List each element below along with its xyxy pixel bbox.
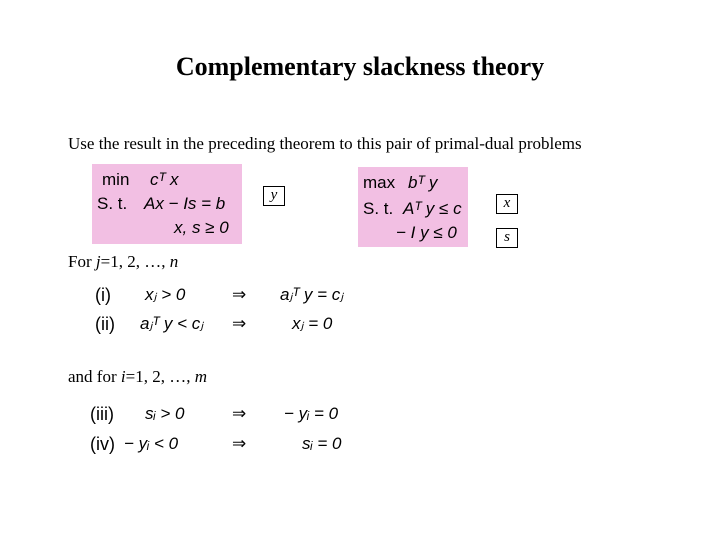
- dual-objective: bᵀ y: [408, 173, 438, 192]
- condition-iv-arrow: ⇒: [232, 434, 247, 453]
- condition-ii-right: xⱼ = 0: [292, 314, 333, 333]
- condition-i-right: aⱼᵀ y = cⱼ: [280, 285, 344, 304]
- primal-variable-s-label: s: [496, 228, 518, 248]
- condition-i-arrow: ⇒: [232, 285, 247, 304]
- for-j-text: For j=1, 2, …, n: [68, 252, 179, 271]
- dual-max: max: [363, 173, 396, 192]
- dual-st: S. t.: [363, 199, 394, 218]
- condition-iv-right: sᵢ = 0: [302, 434, 342, 453]
- primal-variable-x-label: x: [496, 194, 518, 214]
- condition-iii-label: (iii): [90, 404, 114, 424]
- condition-ii-arrow: ⇒: [232, 314, 247, 333]
- primal-objective: cᵀ x: [150, 170, 179, 189]
- condition-iii-left: sᵢ > 0: [145, 404, 185, 423]
- condition-i-left: xⱼ > 0: [145, 285, 186, 304]
- primal-min: min: [102, 170, 130, 189]
- dual-variable-y-label: y: [263, 186, 285, 206]
- condition-iv-label: (iv): [90, 434, 115, 454]
- condition-i-label: (i): [95, 285, 111, 305]
- dual-constraint2: − I y ≤ 0: [396, 223, 457, 242]
- primal-nonneg: x, s ≥ 0: [174, 218, 229, 237]
- condition-iii-arrow: ⇒: [232, 404, 247, 423]
- page-title: Complementary slackness theory: [175, 52, 545, 81]
- dual-constraint1: Aᵀ y ≤ c: [403, 199, 462, 218]
- condition-ii-label: (ii): [95, 314, 115, 334]
- primal-problem-box: [92, 164, 242, 244]
- condition-ii-left: aⱼᵀ y < cⱼ: [140, 314, 204, 333]
- condition-iv-left: − yᵢ < 0: [124, 434, 179, 453]
- intro-text: Use the result in the preceding theorem to this pair of primal-dual problems: [68, 134, 582, 153]
- dual-problem-box: [358, 167, 468, 247]
- primal-st: S. t.: [97, 194, 128, 213]
- primal-constraint: Ax − Is = b: [144, 194, 226, 213]
- for-i-text: and for i=1, 2, …, m: [68, 367, 207, 386]
- condition-iii-right: − yᵢ = 0: [284, 404, 339, 423]
